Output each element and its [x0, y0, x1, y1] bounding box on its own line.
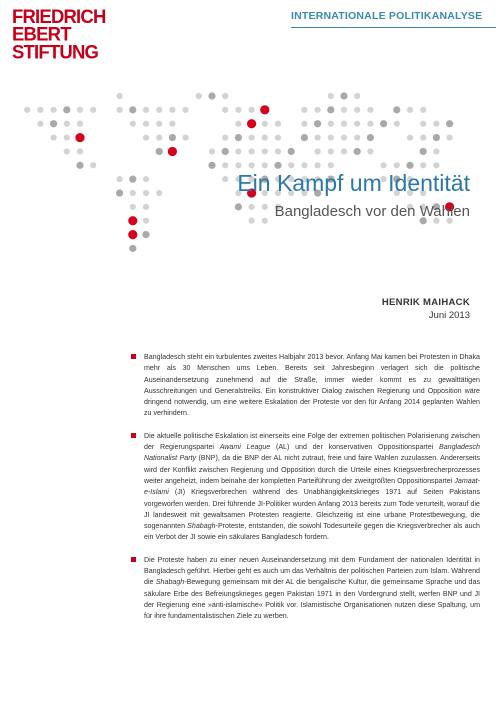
logo-line-1: FRIEDRICH: [12, 4, 106, 27]
map-dot: [129, 106, 136, 113]
map-dot: [407, 134, 413, 140]
map-dot: [262, 121, 268, 127]
map-dot: [367, 107, 373, 113]
map-dot: [143, 134, 149, 140]
map-dot: [222, 148, 229, 155]
map-dot: [367, 134, 374, 141]
map-dot: [37, 107, 43, 113]
map-dot: [249, 148, 255, 154]
summary-bullet: [130, 352, 480, 420]
map-dot: [420, 162, 426, 168]
map-dot: [433, 121, 439, 127]
map-dot: [420, 121, 426, 127]
map-dot: [235, 148, 241, 154]
map-dot: [156, 121, 162, 127]
map-dot: [208, 162, 215, 169]
map-dot: [275, 134, 281, 140]
map-dot: [77, 148, 83, 154]
map-dot: [328, 148, 334, 154]
map-dot-highlight: [260, 105, 269, 114]
summary-bullet: [130, 555, 480, 623]
fes-logo: [12, 4, 152, 63]
map-dot: [77, 107, 83, 113]
bullet-text: Die Proteste haben zu einer neuen Auseinandersetzung mit dem Fundament der nationalen Identität in Bangladesch geführt. Hierbei geht es auch um das Verhältnis der politischen Parteien zum Islam. Während die Shabagh-Bewegung gemeinsam mit der AL die bengalische Kultur, die gemeinsame Sprache und das säkulare Erbe des Befreiungskrieges gegen Pakistan 1971 in den Vordergrund stellt, werfen BNP und JI der Regierung eine »anti-islamische« Politik vor. Islamistische Organisationen nutzen diese Spaltung, um für ihre fundamentalistischen Ziele zu werben.: [144, 555, 480, 621]
logo-line-3: STIFTUNG: [12, 40, 99, 63]
map-dot: [328, 134, 334, 140]
map-dot-highlight: [75, 133, 84, 142]
map-dot: [235, 107, 241, 113]
map-dot: [275, 121, 281, 127]
map-dot: [196, 93, 202, 99]
map-dot: [433, 162, 439, 168]
map-dot: [301, 107, 307, 113]
map-dot: [222, 93, 228, 99]
map-dot: [76, 162, 83, 169]
publication-date: Juni 2013: [428, 310, 470, 321]
red-square-icon: [131, 354, 136, 359]
map-dot: [315, 148, 321, 154]
map-dot: [156, 134, 162, 140]
map-dot: [169, 134, 176, 141]
map-dot: [222, 162, 228, 168]
map-dot: [315, 134, 321, 140]
logo-line-2: EBERT: [12, 22, 71, 45]
map-dot: [275, 148, 281, 154]
map-dot: [328, 162, 334, 168]
map-dot: [314, 120, 321, 127]
page-title: Ein Kampf um Identität: [237, 170, 470, 196]
map-dot: [64, 121, 70, 127]
bullet-text: Die aktuelle politische Eskalation ist einerseits eine Folge der extremen politischen Polarisierung zwischen der Regierungspartei Awami League (AL) und der konservativen Oppositionspartei Bangladesch Nationalist Party (BNP), da die BNP der AL nicht zutraut, freie und faire Wahlen zuzulassen. Andererseits wird der Konflikt zwischen Regierung und Opposition durch die Urteile eines Kriegsverbrecherprozesses weiter angeheizt, indem beinahe der kompletten Parteiführung der zweitgrößten Oppositionspartei Jamaat-e-Islami (JI) Kriegsverbrechen während des Unabhängigkeitskrieges 1971 auf Seiten Pakistans vorgeworfen werden. Drei führende JI-Politiker wurden Anfang 2013 bereits zum Tode verurteilt, worauf die JI landesweit mit gewaltsamen Protesten reagierte. Gleichzeitig ist eine urbane Protestbewegung, die sogenannten Shabagh-Proteste, entstanden, die sowohl Todesurteile gegen die Kriegsverbrecher als auch ein Verbot der JI sowie ein säkulares Bangladesch fordern.: [144, 431, 481, 542]
map-dot: [249, 107, 255, 113]
summary-bullet: [130, 431, 480, 544]
map-dot: [262, 162, 268, 168]
map-dot: [235, 121, 241, 127]
map-dot: [340, 92, 347, 99]
map-dot: [208, 92, 215, 99]
red-square-icon: [131, 433, 136, 438]
map-dot: [367, 121, 373, 127]
map-dot: [420, 107, 426, 113]
map-dot: [433, 134, 440, 141]
map-dot: [50, 120, 57, 127]
map-dot: [341, 134, 347, 140]
summary-bullets: [130, 352, 480, 634]
page-subtitle: Bangladesch vor den Wahlen: [274, 203, 470, 220]
map-dot: [393, 106, 400, 113]
map-dot: [183, 107, 189, 113]
map-dot: [77, 121, 83, 127]
map-dot: [315, 162, 321, 168]
map-dot: [301, 121, 307, 127]
map-dot: [24, 107, 30, 113]
map-dot: [433, 148, 439, 154]
map-dot: [327, 106, 334, 113]
map-dot: [64, 148, 70, 154]
map-dot: [447, 134, 453, 140]
map-dot: [420, 134, 426, 140]
map-dot: [274, 162, 281, 169]
author-name: HENRIK MAIHACK: [381, 297, 470, 308]
map-dot: [117, 93, 123, 99]
map-dot: [156, 148, 163, 155]
map-dot: [51, 107, 57, 113]
map-dot: [354, 148, 361, 155]
map-dot: [37, 121, 43, 127]
map-dot: [169, 121, 175, 127]
map-dot: [367, 148, 373, 154]
map-dot: [407, 107, 413, 113]
map-dot: [380, 120, 387, 127]
map-dot: [354, 93, 360, 99]
map-dot-highlight: [168, 147, 177, 156]
map-dot: [249, 134, 255, 140]
map-dot: [341, 107, 347, 113]
map-dot: [63, 106, 70, 113]
map-dot: [143, 121, 149, 127]
map-dot: [222, 107, 228, 113]
map-dot: [288, 162, 294, 168]
map-dot: [315, 107, 321, 113]
map-dot: [117, 107, 123, 113]
map-dot: [262, 134, 268, 140]
map-dot: [235, 134, 242, 141]
map-dot: [235, 162, 241, 168]
map-dot: [169, 107, 175, 113]
map-dot: [328, 93, 334, 99]
map-dot: [183, 134, 189, 140]
map-dot: [209, 148, 215, 154]
map-dot: [394, 121, 400, 127]
map-dot: [262, 148, 268, 154]
map-dot: [381, 162, 387, 168]
series-title: INTERNATIONALE POLITIKANALYSE: [291, 10, 483, 22]
map-dot: [420, 148, 427, 155]
map-dot-highlight: [247, 119, 256, 128]
bullet-text: Bangladesch steht ein turbulentes zweites Halbjahr 2013 bevor. Anfang Mai kamen bei Protesten in Dhaka mehr als 30 Menschen ums Leben. Bereits seit Jahresbeginn verlagert sich die politische Auseinandersetzung zunehmend auf die Straße, immer wieder kommt es zu gewalttätigen Ausschreitungen und Generalstreiks. Ein konstruktiver Dialog zwischen Regierung und Opposition wäre dringend notwendig, um eine weitere Eskalation der Proteste vor den für Anfang 2014 geplanten Wahlen zu verhindern.: [144, 353, 480, 418]
map-dot: [394, 162, 400, 168]
map-dot-highlight: [128, 230, 137, 239]
map-dot: [354, 134, 360, 140]
map-dot: [406, 162, 413, 169]
map-dot: [341, 148, 347, 154]
map-dot: [301, 162, 307, 168]
map-dot: [446, 120, 453, 127]
map-dot: [328, 121, 334, 127]
red-square-icon: [131, 557, 136, 562]
map-dot: [90, 162, 96, 168]
map-dot: [90, 107, 96, 113]
map-dot: [301, 134, 308, 141]
map-dot: [142, 231, 149, 238]
map-dot: [249, 162, 255, 168]
map-dot: [288, 148, 295, 155]
map-dot: [143, 107, 149, 113]
series-rule: [291, 27, 496, 28]
map-dot: [222, 134, 228, 140]
map-dot: [130, 121, 136, 127]
map-dot: [129, 245, 136, 252]
map-dot: [64, 134, 70, 140]
map-dot: [354, 107, 360, 113]
map-dot: [156, 107, 162, 113]
map-dot: [51, 134, 57, 140]
map-dot: [341, 121, 347, 127]
map-dot: [354, 121, 360, 127]
